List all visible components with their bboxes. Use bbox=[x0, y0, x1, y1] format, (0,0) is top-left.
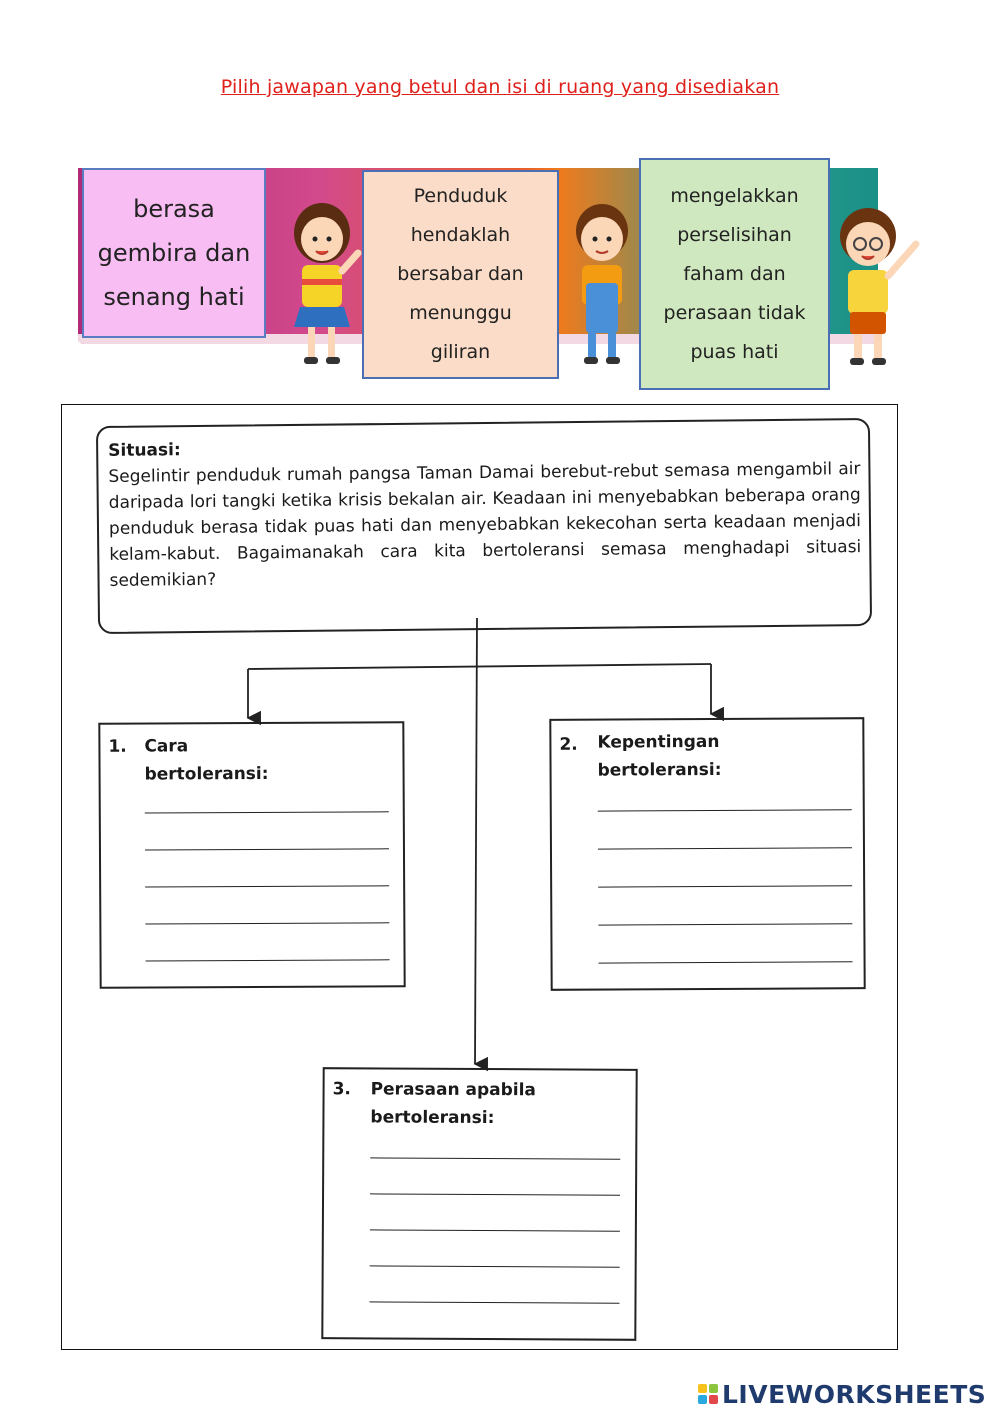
card-line: menunggu bbox=[409, 302, 512, 324]
card-line: mengelakkan bbox=[670, 184, 799, 207]
box-number: 2. bbox=[559, 734, 578, 755]
instruction-text: Pilih jawapan yang betul dan isi di ruang yang disediakan bbox=[220, 76, 780, 98]
box-title-line2: bertoleransi: bbox=[597, 759, 722, 781]
card-line: puas hati bbox=[690, 340, 779, 363]
answer-line[interactable] bbox=[370, 1193, 620, 1195]
answer-line[interactable] bbox=[145, 922, 389, 924]
box-number: 3. bbox=[332, 1079, 351, 1100]
box-title-line1: Kepentingan bbox=[597, 731, 720, 753]
card-line: faham dan bbox=[683, 262, 786, 285]
answer-box-kepentingan-bertoleransi bbox=[549, 717, 865, 991]
answer-line[interactable] bbox=[598, 885, 852, 887]
answer-line[interactable] bbox=[145, 885, 389, 887]
box-title-line2: bertoleransi: bbox=[370, 1107, 495, 1129]
box-title-line1: Cara bbox=[144, 736, 189, 757]
situation-box bbox=[96, 418, 872, 634]
card-line: gembira dan bbox=[97, 239, 251, 267]
card-line: giliran bbox=[430, 341, 491, 363]
answer-line[interactable] bbox=[370, 1229, 620, 1231]
situation-text: Segelintir penduduk rumah pangsa Taman Damai berebut-rebut semasa mengambil air daripada lori tangki ketika krisis bekalan air. Keadaan ini menyebabkan beberapa orang penduduk berasa tidak puas hati dan menyebabkan kekecohan serta keadaan menjadi kelam-kabut. Bagaimanakah cara kita bertoleransi semasa menghadapi situasi sedemikian? bbox=[108, 459, 862, 591]
situation-heading: Situasi: bbox=[108, 440, 181, 461]
card-line: senang hati bbox=[103, 283, 245, 311]
box-title-line2: bertoleransi: bbox=[144, 763, 269, 785]
answer-line[interactable] bbox=[146, 959, 390, 961]
answer-line[interactable] bbox=[370, 1265, 620, 1267]
liveworksheets-logo-icon bbox=[698, 1384, 718, 1404]
answer-box-cara-bertoleransi bbox=[98, 721, 405, 989]
card-line: hendaklah bbox=[410, 224, 511, 246]
answer-line[interactable] bbox=[369, 1301, 619, 1303]
box-title-line1: Perasaan apabila bbox=[370, 1079, 536, 1101]
answer-line[interactable] bbox=[599, 961, 853, 963]
card-line: perselisihan bbox=[677, 223, 792, 246]
card-line: berasa bbox=[133, 195, 215, 223]
answer-line[interactable] bbox=[145, 811, 389, 813]
answer-line[interactable] bbox=[598, 847, 852, 849]
answer-box-perasaan-bertoleransi bbox=[321, 1067, 637, 1341]
card-line: bersabar dan bbox=[397, 263, 524, 285]
box-number: 1. bbox=[108, 736, 127, 757]
answer-line[interactable] bbox=[598, 923, 852, 925]
liveworksheets-brand[interactable] bbox=[698, 1378, 986, 1410]
card-line: Penduduk bbox=[413, 185, 508, 207]
brand-text: LIVEWORKSHEETS bbox=[722, 1379, 987, 1409]
card-line: perasaan tidak bbox=[663, 301, 806, 324]
answer-line[interactable] bbox=[145, 848, 389, 850]
answer-line[interactable] bbox=[598, 809, 852, 811]
answer-line[interactable] bbox=[370, 1157, 620, 1159]
